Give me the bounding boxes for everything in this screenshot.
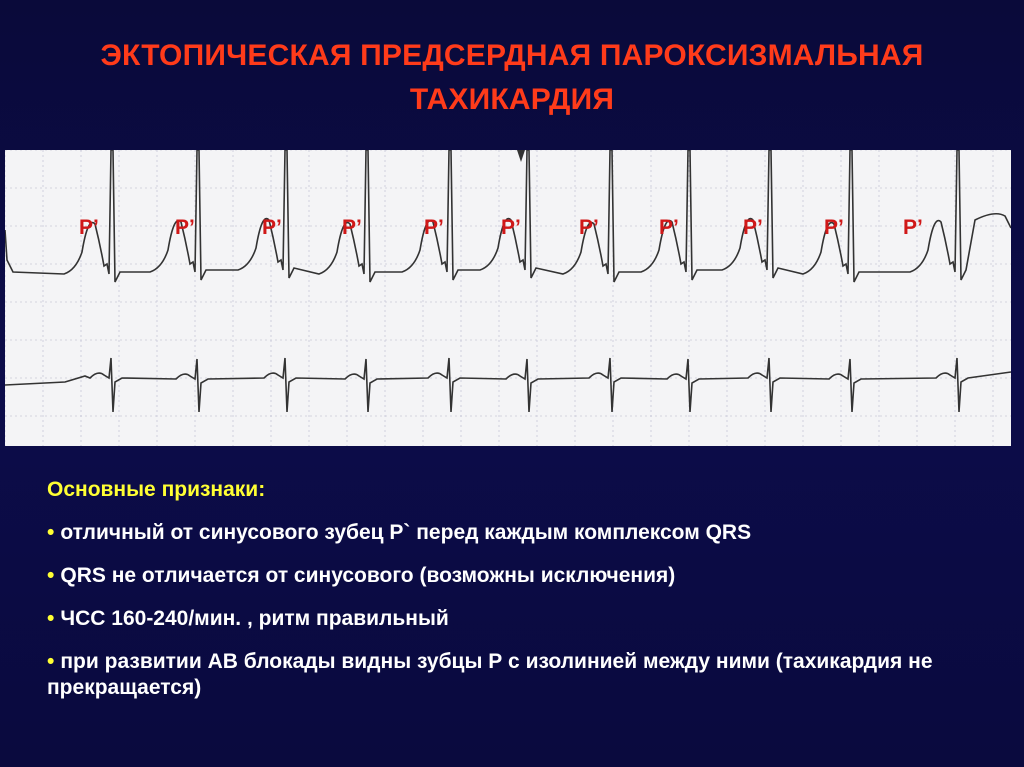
feature-text: при развитии АВ блокады видны зубцы Р с изолинией между ними (тахикардия не прекращается) (47, 650, 933, 699)
ecg-lower-lead (5, 358, 1011, 412)
p-wave-label: P’ (501, 216, 521, 239)
feature-item (47, 606, 987, 632)
features-list (47, 478, 987, 718)
p-wave-label: P’ (743, 216, 763, 239)
bullet-icon: • (47, 650, 55, 673)
title-line-1: ЭКТОПИЧЕСКАЯ ПРЕДСЕРДНАЯ ПАРОКСИЗМАЛЬНАЯ (100, 39, 924, 72)
feature-item (47, 649, 987, 701)
feature-item (47, 520, 987, 546)
p-wave-label: P’ (79, 216, 99, 239)
bullet-icon: • (47, 564, 55, 587)
slide-title (0, 34, 1024, 122)
features-heading: Основные признаки: (47, 478, 266, 501)
p-wave-labels (79, 216, 923, 239)
ecg-grid (5, 150, 1011, 446)
ecg-strip (5, 150, 1011, 446)
feature-item (47, 563, 987, 589)
p-wave-label: P’ (424, 216, 444, 239)
feature-text: QRS не отличается от синусового (возможны исключения) (60, 564, 676, 587)
p-wave-label: P’ (262, 216, 282, 239)
p-wave-label: P’ (579, 216, 599, 239)
p-wave-label: P’ (659, 216, 679, 239)
beat-marker-icon (517, 150, 525, 162)
feature-text: ЧСС 160-240/мин. , ритм правильный (60, 607, 449, 630)
arrow-down-icon (517, 150, 525, 162)
feature-text: отличный от синусового зубец P` перед каждым комплексом QRS (60, 521, 752, 544)
p-wave-label: P’ (342, 216, 362, 239)
p-wave-label: P’ (824, 216, 844, 239)
bullet-icon: • (47, 521, 55, 544)
bullet-icon: • (47, 607, 55, 630)
lower-trace-line (5, 358, 1011, 412)
title-line-2: ТАХИКАРДИЯ (409, 83, 615, 116)
p-wave-label: P’ (175, 216, 195, 239)
ecg-tracing (5, 150, 1011, 446)
p-wave-label: P’ (903, 216, 923, 239)
